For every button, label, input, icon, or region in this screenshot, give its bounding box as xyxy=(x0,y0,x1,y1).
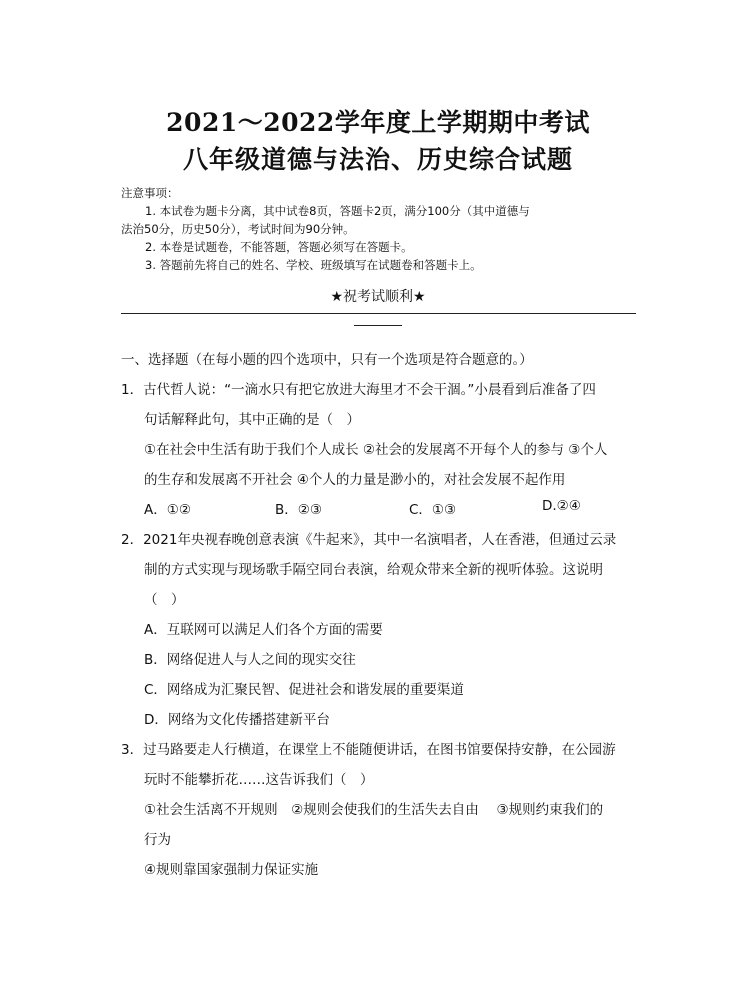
exam-title: 2021～2022学年度上学期期中考试 xyxy=(166,108,590,137)
divider-line xyxy=(121,313,636,314)
question-1-option-a: A．①② xyxy=(144,502,191,518)
exam-subtitle: 八年级道德与法治、历史综合试题 xyxy=(182,145,573,174)
question-3-line-1: 3．过马路要走人行横道，在课堂上不能随便讲话，在图书馆要保持安静，在公园游 xyxy=(121,742,616,758)
question-3-line-5: ④规则靠国家强制力保证实施 xyxy=(144,862,319,878)
notes-block xyxy=(121,184,641,274)
question-2-line-2: 制的方式实现与现场歌手隔空同台表演，给观众带来全新的视听体验。这说明 xyxy=(144,562,603,578)
note-item: 3. 答题前先将自己的姓名、学校、班级填写在试题卷和答题卡上。 xyxy=(145,258,482,272)
question-3-line-2: 玩时不能攀折花……这告诉我们（ ） xyxy=(144,772,374,788)
question-1-option-d: D.②④ xyxy=(542,498,581,514)
question-2-option-d: D．网络为文化传播搭建新平台 xyxy=(144,712,330,728)
question-1-line-4: 的生存和发展离不开社会 ④个人的力量是渺小的，对社会发展不起作用 xyxy=(144,472,566,488)
question-2-option-a: A．互联网可以满足人们各个方面的需要 xyxy=(144,622,383,638)
question-1-line-1: 1．古代哲人说：“一滴水只有把它放进大海里才不会干涸。”小晨看到后准备了四 xyxy=(121,382,596,398)
question-2-line-1: 2．2021年央视春晚创意表演《牛起来》，其中一名演唱者，人在香港，但通过云录 xyxy=(121,532,617,548)
question-1-option-b: B．②③ xyxy=(275,502,322,518)
note-item: 2. 本卷是试题卷，不能答题，答题必须写在答题卡。 xyxy=(145,240,413,254)
note-item: 法治50分，历史50分），考试时间为90分钟。 xyxy=(121,222,355,236)
section-heading: 一、选择题（在每小题的四个选项中，只有一个选项是符合题意的。） xyxy=(121,352,533,368)
blessing-text: ★祝考试顺利★ xyxy=(330,289,426,305)
notes-heading: 注意事项： xyxy=(121,186,179,200)
question-2-line-3: （ ） xyxy=(144,592,185,608)
question-1-line-3: ①在社会中生活有助于我们个人成长 ②社会的发展离不开每个人的参与 ③个人 xyxy=(144,442,608,458)
question-2-option-b: B．网络促进人与人之间的现实交往 xyxy=(144,652,356,668)
question-3-line-4: 行为 xyxy=(144,832,171,848)
note-item: 1. 本试卷为题卡分离，其中试卷8页，答题卡2页，满分100分（其中道德与 xyxy=(145,204,530,218)
question-2-option-c: C．网络成为汇聚民智、促进社会和谐发展的重要渠道 xyxy=(144,682,464,698)
question-1-option-c: C．①③ xyxy=(409,502,457,518)
question-1-line-2: 句话解释此句，其中正确的是（ ） xyxy=(144,412,360,428)
question-3-line-3: ①社会生活离不开规则 ②规则会使我们的生活失去自由 ③规则约束我们的 xyxy=(144,802,604,818)
divider-short-line xyxy=(354,325,402,326)
